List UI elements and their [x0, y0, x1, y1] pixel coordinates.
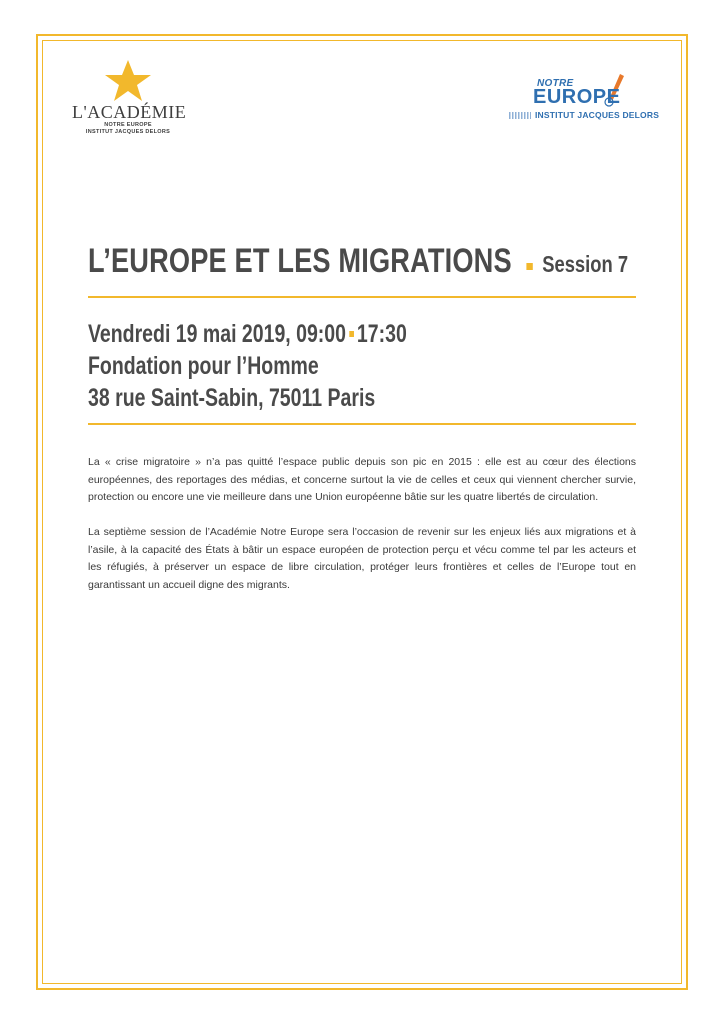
logo-notre: NOTRE	[537, 78, 574, 89]
title-main: L’EUROPE ET LES MIGRATIONS	[88, 242, 512, 280]
event-date-start: Vendredi 19 mai 2019, 09:00	[88, 320, 346, 348]
academie-logo	[72, 58, 187, 138]
academie-sub1: NOTRE EUROPE	[104, 122, 152, 128]
logo-europe: EUROPE	[533, 86, 621, 108]
divider-bottom	[88, 423, 636, 425]
title-session: Session 7	[542, 251, 629, 277]
body-paragraph-1: La « crise migratoire » n’a pas quitté l’espace public depuis son pic en 2015 : elle est au cœur des élections européennes, des reportages des médias, et concerne surtout la vie de celles et ceux qui viennent chercher survie, protection ou encore une vie meilleure dans une Union européenne bâtie sur les quatre libertés de circulation.	[88, 456, 636, 503]
event-address: 38 rue Saint-Sabin, 75011 Paris	[88, 384, 376, 412]
body-paragraph-2: La septième session de l’Académie Notre Europe sera l’occasion de revenir sur les enjeux liés aux migrations et à l’asile, à la capacité des États à bâtir un espace européen de protection perçu et vécu comme tel par les acteurs et les réfugiés, à préserver un espace de libre circulation, protéger leurs frontières et celles de l’Europe tout en garantissant un accueil digne des migrants.	[88, 526, 636, 591]
event-date	[88, 318, 407, 350]
event-date-end: 17:30	[356, 320, 407, 348]
page-border-inner	[42, 40, 682, 984]
notre-europe-logo	[505, 72, 660, 132]
time-separator-dot	[349, 331, 354, 337]
logo-institut: INSTITUT JACQUES DELORS	[535, 110, 660, 120]
star-icon	[102, 58, 154, 104]
logo-bars-decoration	[509, 112, 531, 119]
event-venue: Fondation pour l’Homme	[88, 352, 319, 380]
title-separator-dot	[526, 263, 532, 270]
academie-sub2: INSTITUT JACQUES DELORS	[85, 129, 171, 135]
divider-top	[88, 296, 636, 298]
academie-name: L'ACADÉMIE	[72, 102, 187, 122]
page-title	[88, 242, 628, 281]
